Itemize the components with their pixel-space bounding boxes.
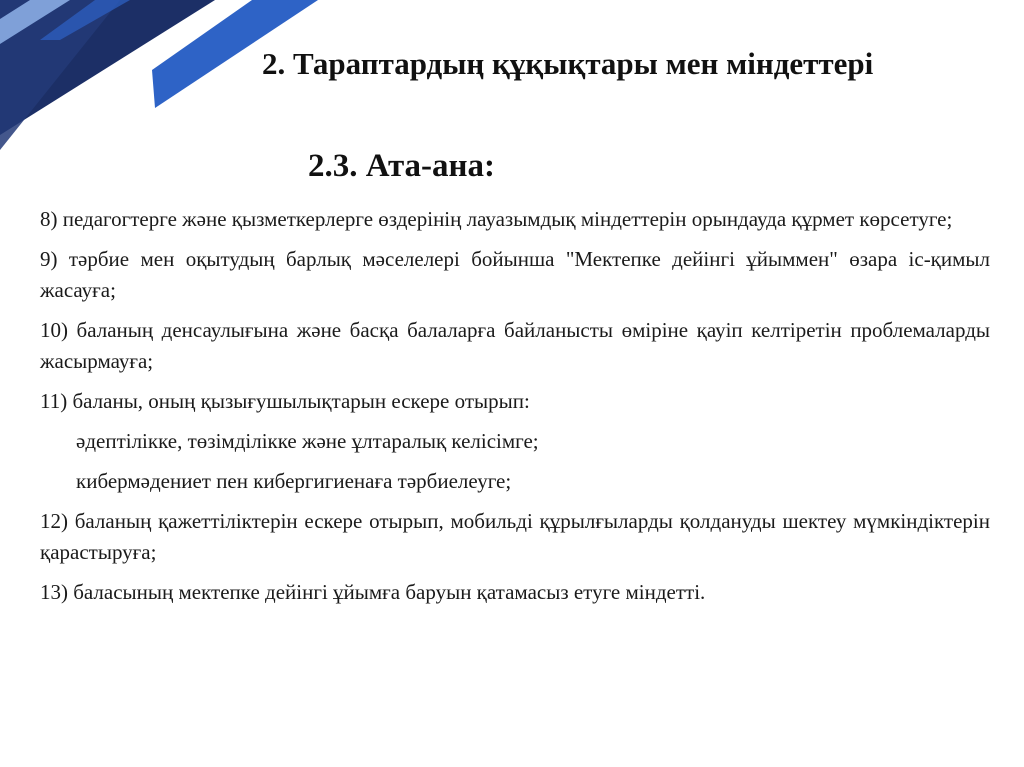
paragraph-item-10: 10) баланың денсаулығына және басқа балаларға байланысты өміріне қауіп келтіретін проблемаларды жасырмауға; bbox=[40, 318, 990, 373]
paragraph-item-11: 11) баланы, оның қызығушылықтарын ескере отырып: bbox=[40, 389, 530, 413]
slide-title: 2. Тараптардың құқықтары мен міндеттері bbox=[262, 46, 874, 81]
paragraph-item-8: 8) педагогтерге және қызметкерлерге өздерінің лауазымдық міндеттерін орындауда құрмет көрсетуге; bbox=[40, 207, 953, 231]
paragraph-item-9: 9) тәрбие мен оқытудың барлық мәселелері бойынша "Мектепке дейінгі ұйыммен" өзара іс-қимыл жасауға; bbox=[40, 247, 990, 302]
body-text bbox=[40, 204, 990, 617]
paragraph-subitem-cyberculture: кибермәдениет пен кибергигиенаға тәрбиелеуге; bbox=[76, 469, 512, 493]
paragraph-item-13: 13) баласының мектепке дейінгі ұйымға баруын қатамасыз етуге міндетті. bbox=[40, 580, 706, 604]
paragraph-item-12: 12) баланың қажеттіліктерін ескере отырып, мобильді құрылғыларды қолдануды шектеу мүмкіндіктерін қарастыруға; bbox=[40, 509, 990, 564]
section-subtitle: 2.3. Ата-ана: bbox=[308, 148, 496, 184]
paragraph-subitem-etiquette: әдептілікке, төзімділікке және ұлтаралық келісімге; bbox=[76, 429, 539, 453]
